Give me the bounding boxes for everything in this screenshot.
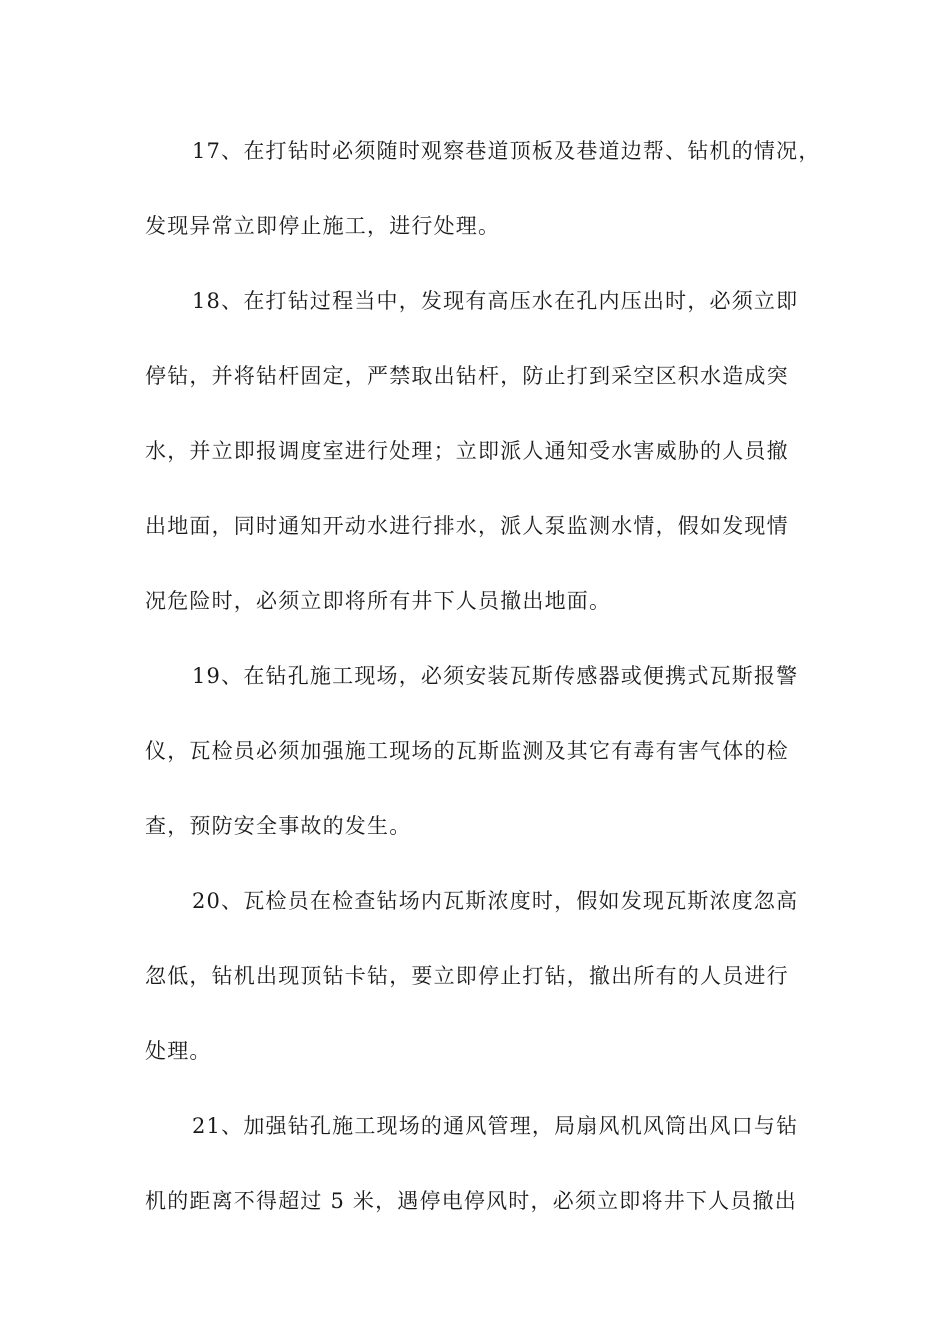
paragraph-line: 21、加强钻孔施工现场的通风管理，局扇风机风筒出风口与钻: [192, 1114, 799, 1138]
paragraph-line: 17、在打钻时必须随时观察巷道顶板及巷道边帮、钻机的情况，: [192, 139, 821, 163]
paragraph-line: 处理。: [145, 1039, 212, 1063]
paragraph-line: 19、在钻孔施工现场，必须安装瓦斯传感器或便携式瓦斯报警: [192, 664, 799, 688]
paragraph-line: 况危险时，必须立即将所有井下人员撤出地面。: [145, 589, 612, 613]
paragraph-line: 停钻，并将钻杆固定，严禁取出钻杆，防止打到采空区积水造成突: [145, 364, 789, 388]
paragraph-line: 仪，瓦检员必须加强施工现场的瓦斯监测及其它有毒有害气体的检: [145, 739, 789, 763]
paragraph-line: 机的距离不得超过 5 米，遇停电停风时，必须立即将井下人员撤出: [145, 1189, 797, 1213]
paragraph-line: 水，并立即报调度室进行处理；立即派人通知受水害威胁的人员撤: [145, 439, 789, 463]
paragraph-line: 18、在打钻过程当中，发现有高压水在孔内压出时，必须立即: [192, 289, 799, 313]
paragraph-line: 查，预防安全事故的发生。: [145, 814, 412, 838]
paragraph-line: 发现异常立即停止施工，进行处理。: [145, 214, 501, 238]
paragraph-line: 20、瓦检员在检查钻场内瓦斯浓度时，假如发现瓦斯浓度忽高: [192, 889, 799, 913]
paragraph-line: 出地面，同时通知开动水进行排水，派人泵监测水情，假如发现情: [145, 514, 789, 538]
paragraph-line: 忽低，钻机出现顶钻卡钻，要立即停止打钻，撤出所有的人员进行: [145, 964, 789, 988]
